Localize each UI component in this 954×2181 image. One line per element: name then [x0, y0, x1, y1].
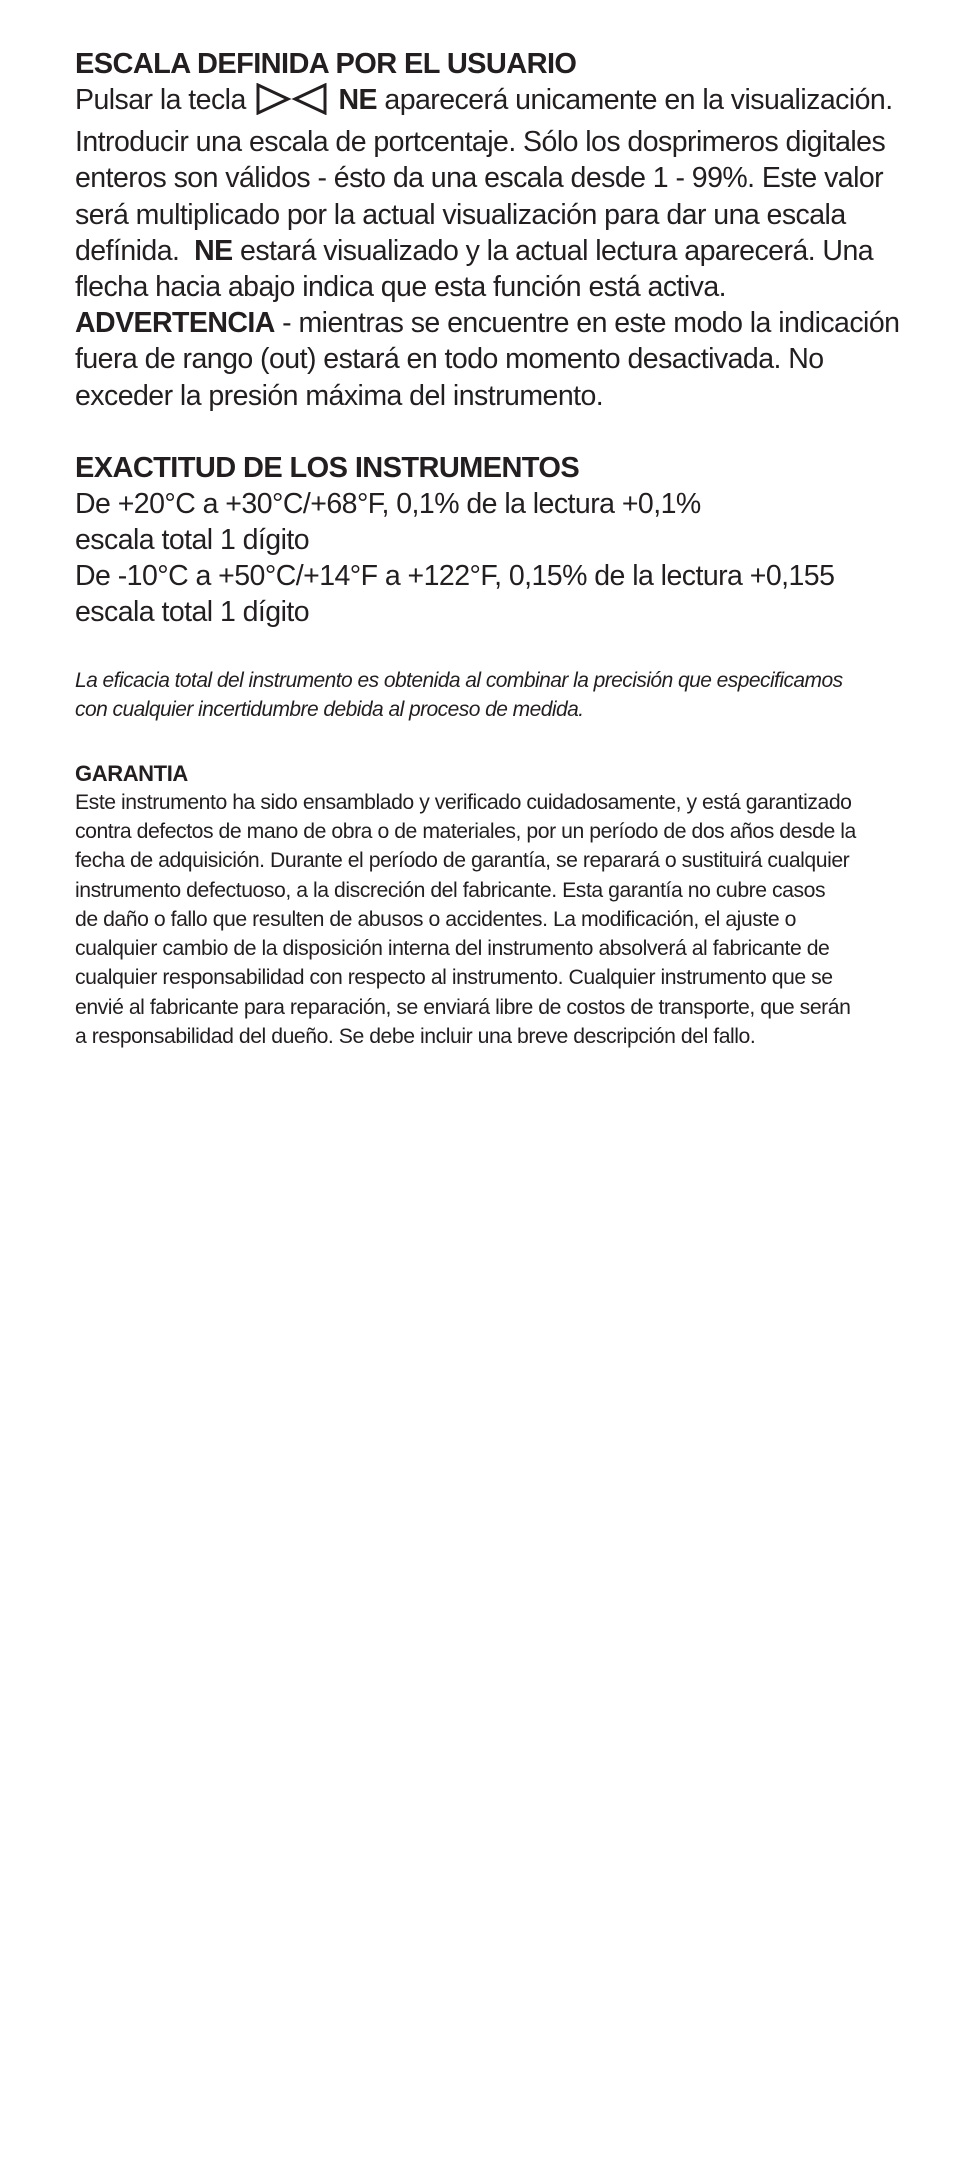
text-mientras: - mientras se encuentre en este modo la indicación — [282, 307, 900, 340]
body-line-6: flecha hacia abajo indica que esta función está activa. — [75, 271, 727, 304]
warranty-line-5: de daño o fallo que resulten de abusos o accidentes. La modificación, el ajuste o — [75, 907, 796, 931]
body-line-2: Introducir una escala de portcentaje. Sólo los dosprimeros digitales — [75, 126, 886, 159]
body-line-5 — [75, 233, 905, 269]
body-line-9: exceder la presión máxima del instrumento. — [75, 379, 604, 412]
user-scale-body — [75, 82, 905, 414]
warranty-body — [75, 788, 905, 1052]
accuracy-line-1: De +20°C a +30°C/+68°F, 0,1% de la lectura +0,1% — [75, 487, 701, 520]
text-pulsar: Pulsar la tecla — [75, 84, 246, 116]
ne-label-2: NE — [194, 234, 233, 267]
warranty-line-8: envié al fabricante para reparación, se enviará libre de costos de transporte, que serán — [75, 995, 851, 1019]
warning-label: ADVERTENCIA — [75, 307, 275, 340]
warranty-line-3: fecha de adquisición. Durante el período de garantía, se reparará o sustituirá cualquier — [75, 849, 850, 873]
warranty-line-4: instrumento defectuoso, a la discreción del fabricante. Esta garantía no cubre casos — [75, 878, 826, 902]
warranty-line-6: cualquier cambio de la disposición interna del instrumento absolverá al fabricante de — [75, 937, 830, 961]
accuracy-body — [75, 486, 905, 631]
warranty-line-7: cualquier responsabilidad con respecto al instrumento. Cualquier instrumento que se — [75, 966, 833, 990]
text-aparecera: aparecerá unicamente en la visualización. — [384, 84, 893, 116]
warranty-line-2: contra defectos de mano de obra o de materiales, por un período de dos años desde la — [75, 819, 856, 843]
accuracy-heading: EXACTITUD DE LOS INSTRUMENTOS — [75, 451, 580, 484]
text-estara: estará visualizado y la actual lectura aparecerá. Una — [240, 234, 874, 267]
body-line-3: enteros son válidos - ésto da una escala desde 1 - 99%. Este valor — [75, 162, 884, 195]
user-scale-section — [75, 46, 905, 414]
accuracy-section — [75, 450, 905, 631]
accuracy-line-2: escala total 1 dígito — [75, 524, 310, 557]
body-line-1 — [75, 82, 905, 124]
body-line-4: será multiplicado por la actual visualización para dar una escala — [75, 198, 846, 231]
user-scale-heading: ESCALA DEFINIDA POR EL USUARIO — [75, 48, 577, 80]
warranty-heading: GARANTIA — [75, 760, 188, 786]
accuracy-note — [75, 666, 905, 724]
note-line-1: La eficacia total del instrumento es obtenida al combinar la precisión que especificamos — [75, 668, 843, 692]
text-definida: defínida. — [75, 234, 180, 267]
body-line-8: fuera de rango (out) estará en todo momento desactivada. No — [75, 343, 824, 376]
manual-page — [75, 46, 905, 1051]
warranty-line-9: a responsabilidad del dueño. Se debe incluir una breve descripción del fallo. — [75, 1025, 756, 1049]
warranty-line-1: Este instrumento ha sido ensamblado y verificado cuidadosamente, y está garantizado — [75, 790, 852, 814]
right-left-triangle-keys-icon — [255, 83, 329, 124]
warranty-section — [75, 759, 905, 1052]
note-line-2: con cualquier incertidumbre debida al proceso de medida. — [75, 697, 584, 721]
accuracy-line-4: escala total 1 dígito — [75, 596, 310, 629]
ne-label: NE — [338, 84, 378, 116]
accuracy-line-3: De -10°C a +50°C/+14°F a +122°F, 0,15% de la lectura +0,155 — [75, 560, 835, 593]
body-line-7 — [75, 305, 905, 341]
